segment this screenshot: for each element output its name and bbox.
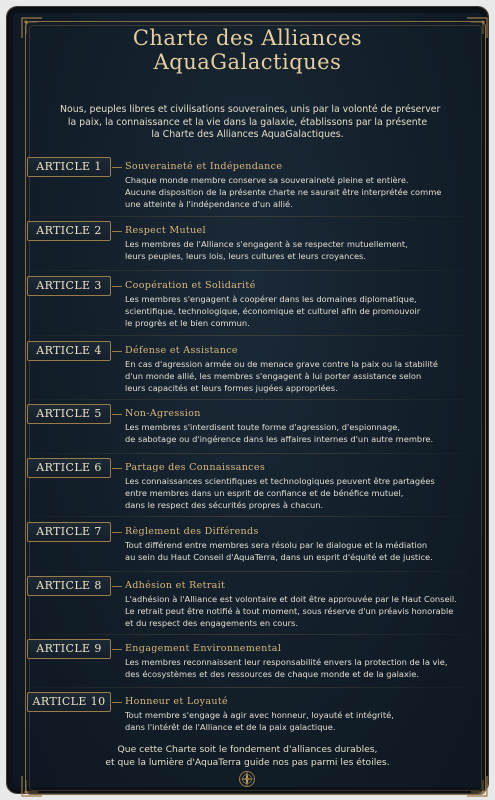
corner-ornament-icon [21,775,43,797]
divider [27,216,467,217]
page-title: Charte des Alliances [132,26,363,50]
article-heading-9: Engagement Environnemental [125,643,282,654]
article-heading-7: Règlement des Différends [125,526,259,537]
article-line: scientifique, technologique, économique et culturel afin de promouvoir [125,305,421,316]
compass-emblem-icon [237,769,257,789]
article-line: Les membres reconnaissent leur responsabilité envers la protection de la vie, [125,657,448,667]
article-badge-9: ARTICLE 9 [27,639,111,659]
closing-line: Que cette Charte soit le fondement d'alliances durables, [117,744,378,755]
article-badge-7: ARTICLE 7 [27,522,111,542]
divider [27,270,467,271]
article-badge-8: ARTICLE 8 [27,576,111,596]
closing-line: et que la lumière d'AquaTerra guide nos pas parmi les étoiles. [105,757,390,768]
article-line: Aucune disposition de la présente charte ne saurait être interprétée comme [125,186,442,197]
article-text-7 [125,540,460,564]
article-line: des écosystèmes et des ressources de chaque monde et de la galaxie. [125,668,419,679]
article-badge-1: ARTICLE 1 [27,157,111,177]
article-text-9 [125,657,460,681]
article-badge-2: ARTICLE 2 [27,221,111,241]
closing-paragraph [60,743,435,769]
article-line: L'adhésion à l'Alliance est volontaire et doit être approuvée par le Haut Conseil. [125,594,457,604]
divider [27,399,467,400]
article-line: Les membres de l'Alliance s'engagent à se respecter mutuellement, [125,239,408,249]
article-line: En cas d'agression armée ou de menace grave contre la paix ou la stabilité [125,359,438,369]
article-line: Tout membre s'engage à agir avec honneur, loyauté et intégrité, [125,710,394,720]
article-badge-10: ARTICLE 10 [27,692,111,712]
article-line: Les connaissances scientifiques et technologiques peuvent être partagées [125,476,435,486]
article-heading-6: Partage des Connaissances [125,462,266,473]
article-heading-10: Honneur et Loyauté [125,696,228,707]
article-text-5 [125,422,460,446]
article-line: Les membres s'engagent à coopérer dans les domaines diplomatique, [125,294,417,304]
article-text-8 [125,594,460,629]
article-line: Les membres s'interdisent toute forme d'agression, d'espionnage, [125,422,401,432]
article-line: au sein du Haut Conseil d'AquaTerra, dans un esprit d'équité et de justice. [125,551,433,562]
article-text-1 [125,175,460,210]
article-text-4 [125,359,460,394]
page-title-line-2: AquaGalactiques [153,50,342,74]
divider [27,571,467,572]
article-badge-6: ARTICLE 6 [27,458,111,478]
article-line: Tout différend entre membres sera résolu par le dialogue et la médiation [125,540,428,550]
article-badge-5: ARTICLE 5 [27,404,111,424]
divider [27,634,467,635]
article-line: entre membres dans un esprit de confiance et de bénéfice mutuel, [125,487,404,498]
article-line: et du respect des engagements en cours. [125,617,298,628]
article-line: Chaque monde membre conserve sa souveraineté pleine et entière. [125,175,409,185]
article-heading-8: Adhésion et Retrait [125,580,226,591]
article-text-10 [125,710,460,734]
article-line: le progrès et le bien commun. [125,317,250,328]
article-heading-3: Coopération et Solidarité [125,280,256,291]
article-line: leurs capacités et leurs formes jugées appropriées. [125,382,338,393]
intro-paragraph [60,104,441,142]
corner-ornament-icon [466,775,488,797]
divider [27,516,467,517]
article-line: dans l'intérêt de l'Alliance et de la paix galactique. [125,721,336,732]
article-line: Le retrait peut être notifié à tout moment, sous réserve d'un préavis honorable [125,605,454,616]
article-line: de sabotage ou d'ingérence dans les affaires internes d'un autre membre. [125,433,434,444]
article-text-6 [125,476,460,511]
article-line: une atteinte à l'indépendance d'un allié. [125,198,293,209]
article-heading-5: Non-Agression [125,408,201,419]
article-text-2 [125,239,460,263]
article-heading-1: Souveraineté et Indépendance [125,161,283,172]
article-line: leurs peuples, leurs lois, leurs cultures et leurs croyances. [125,250,367,261]
article-badge-4: ARTICLE 4 [27,341,111,361]
intro-line: Nous, peuples libres et civilisations souveraines, unis par la volonté de préserver [60,104,441,115]
article-heading-2: Respect Mutuel [125,225,206,236]
intro-line: la paix, la connaissance et la vie dans la galaxie, établissons par la présente [67,116,428,128]
intro-line: la Charte des Alliances AquaGalactiques. [151,129,344,140]
divider [27,453,467,454]
article-line: dans le respect des sécurités propres à chacun. [125,499,324,510]
article-heading-4: Défense et Assistance [125,345,238,356]
divider [27,687,467,688]
article-badge-3: ARTICLE 3 [27,276,111,296]
divider [27,335,467,336]
article-text-3 [125,294,460,329]
article-line: d'un monde allié, les membres s'engagent à lui porter assistance selon [125,370,422,381]
